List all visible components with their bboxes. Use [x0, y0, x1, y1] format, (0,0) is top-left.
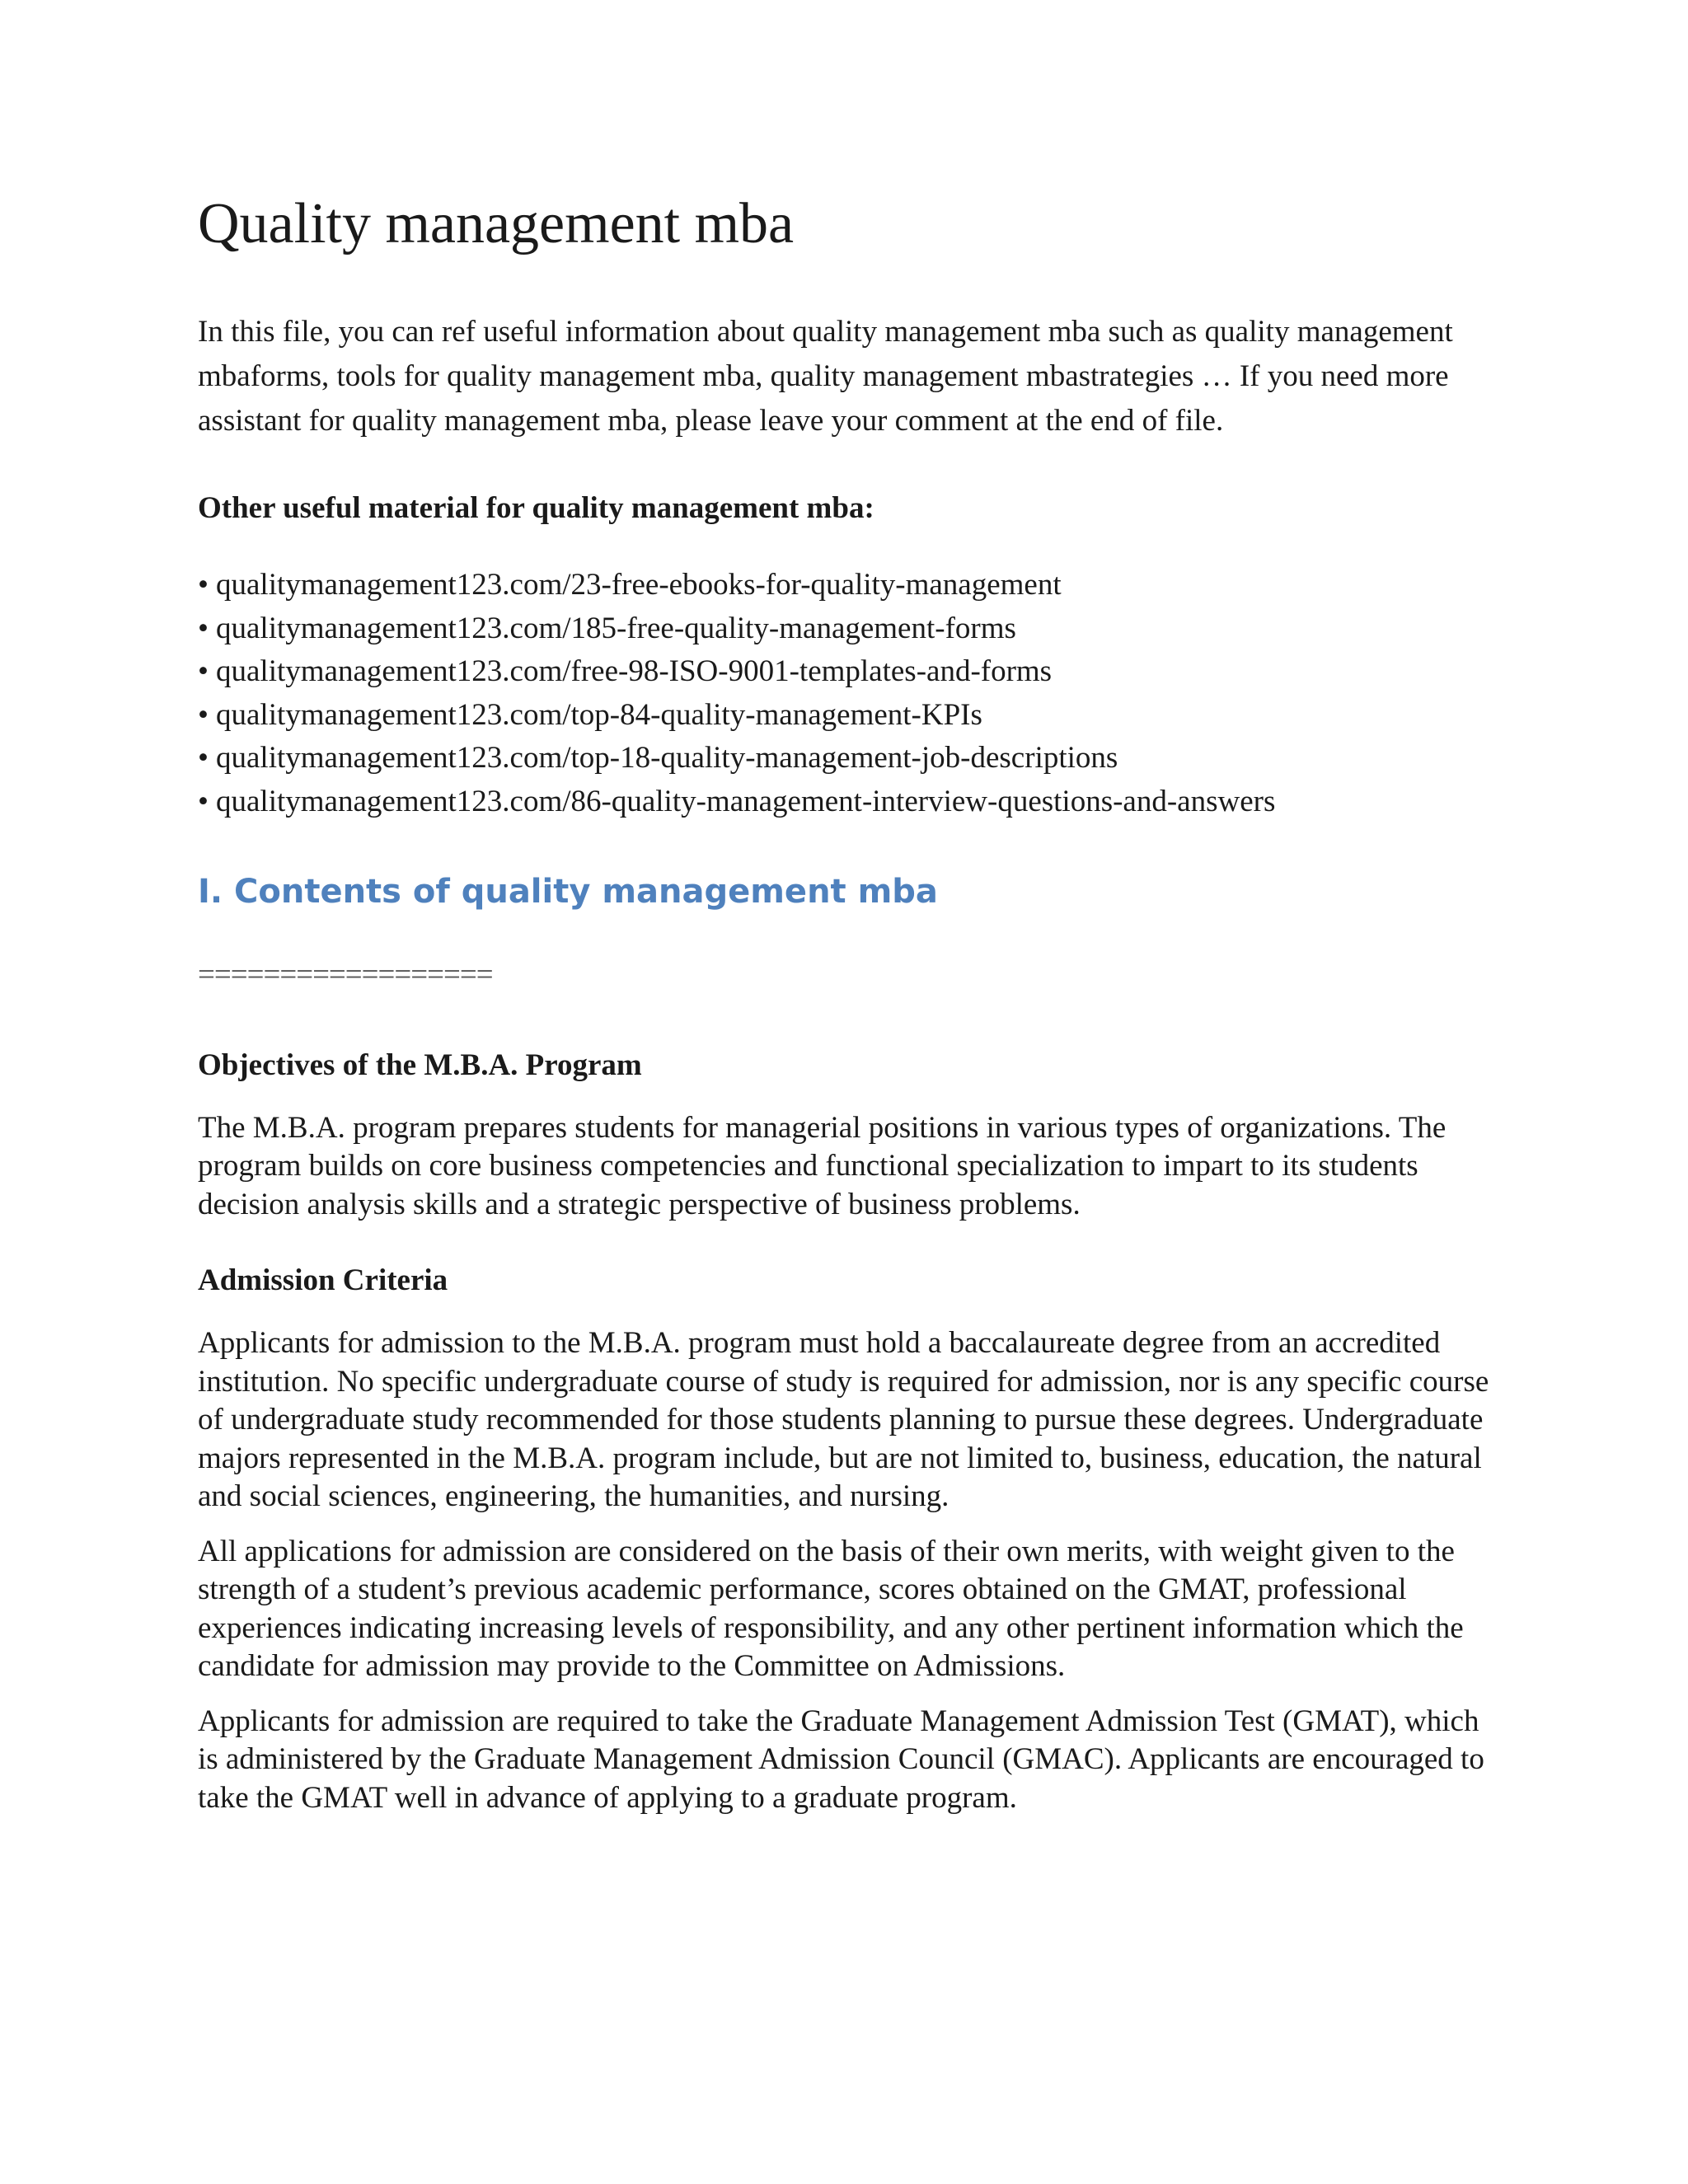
link-text[interactable]: qualitymanagement123.com/top-84-quality-management-KPIs — [216, 697, 982, 732]
link-text[interactable]: qualitymanagement123.com/23-free-ebooks-for-quality-management — [216, 568, 1062, 602]
separator-line: ================== — [198, 957, 493, 991]
admission-paragraph: Applicants for admission to the M.B.A. program must hold a baccalaureate degree from an accredited institution. No specific undergraduate course of study is required for admission, nor is any specific course of undergraduate study recommended for those students planning to pursue these degrees. Undergraduate majors represented in the M.B.A. program include, but are not limited to, business, education, the natural and social sciences, engineering, the humanities, and nursing. — [198, 1326, 1489, 1514]
document-content — [198, 190, 1500, 1834]
objectives-heading: Objectives of the M.B.A. Program — [198, 1047, 642, 1082]
link-text[interactable]: qualitymanagement123.com/185-free-quality-management-forms — [216, 611, 1016, 645]
page-title: Quality management mba — [198, 192, 795, 255]
list-item[interactable] — [198, 564, 1500, 607]
admission-heading: Admission Criteria — [198, 1263, 448, 1298]
list-item[interactable] — [198, 737, 1500, 780]
materials-heading: Other useful material for quality management mba: — [198, 491, 874, 525]
bullet-icon: • — [198, 697, 209, 732]
list-item[interactable] — [198, 607, 1500, 651]
bullet-icon: • — [198, 784, 209, 818]
intro-paragraph: In this file, you can ref useful information about quality management mba such as quality management mbaforms, tools for quality management mba, quality management mbastrategies … If you need more assistant for quality management mba, please leave your comment at the end of file. — [198, 315, 1453, 438]
list-item[interactable] — [198, 694, 1500, 738]
section-heading: I. Contents of quality management mba — [198, 872, 938, 911]
materials-link-list — [198, 564, 1500, 824]
bullet-icon: • — [198, 741, 209, 776]
bullet-icon: • — [198, 654, 209, 689]
admission-paragraph: Applicants for admission are required to take the Graduate Management Admission Test (GMAT), which is administered by the Graduate Management Admission Council (GMAC). Applicants are encouraged to take the GMAT well in advance of applying to a graduate program. — [198, 1704, 1484, 1815]
link-text[interactable]: qualitymanagement123.com/free-98-ISO-9001-templates-and-forms — [216, 654, 1053, 689]
objectives-paragraph: The M.B.A. program prepares students for managerial positions in various types of organizations. The program builds on core business competencies and functional specialization to impart to its students decision analysis skills and a strategic perspective of business problems. — [198, 1110, 1447, 1221]
link-text[interactable]: qualitymanagement123.com/86-quality-management-interview-questions-and-answers — [216, 784, 1276, 818]
bullet-icon: • — [198, 568, 209, 602]
list-item[interactable] — [198, 780, 1500, 824]
link-text[interactable]: qualitymanagement123.com/top-18-quality-management-job-descriptions — [216, 741, 1118, 776]
bullet-icon: • — [198, 611, 209, 645]
admission-paragraph: All applications for admission are considered on the basis of their own merits, with weight given to the strength of a student’s previous academic performance, scores obtained on the GMAT, professional experiences indicating increasing levels of responsibility, and any other pertinent information which the candidate for admission may provide to the Committee on Admissions. — [198, 1534, 1464, 1684]
list-item[interactable] — [198, 650, 1500, 694]
